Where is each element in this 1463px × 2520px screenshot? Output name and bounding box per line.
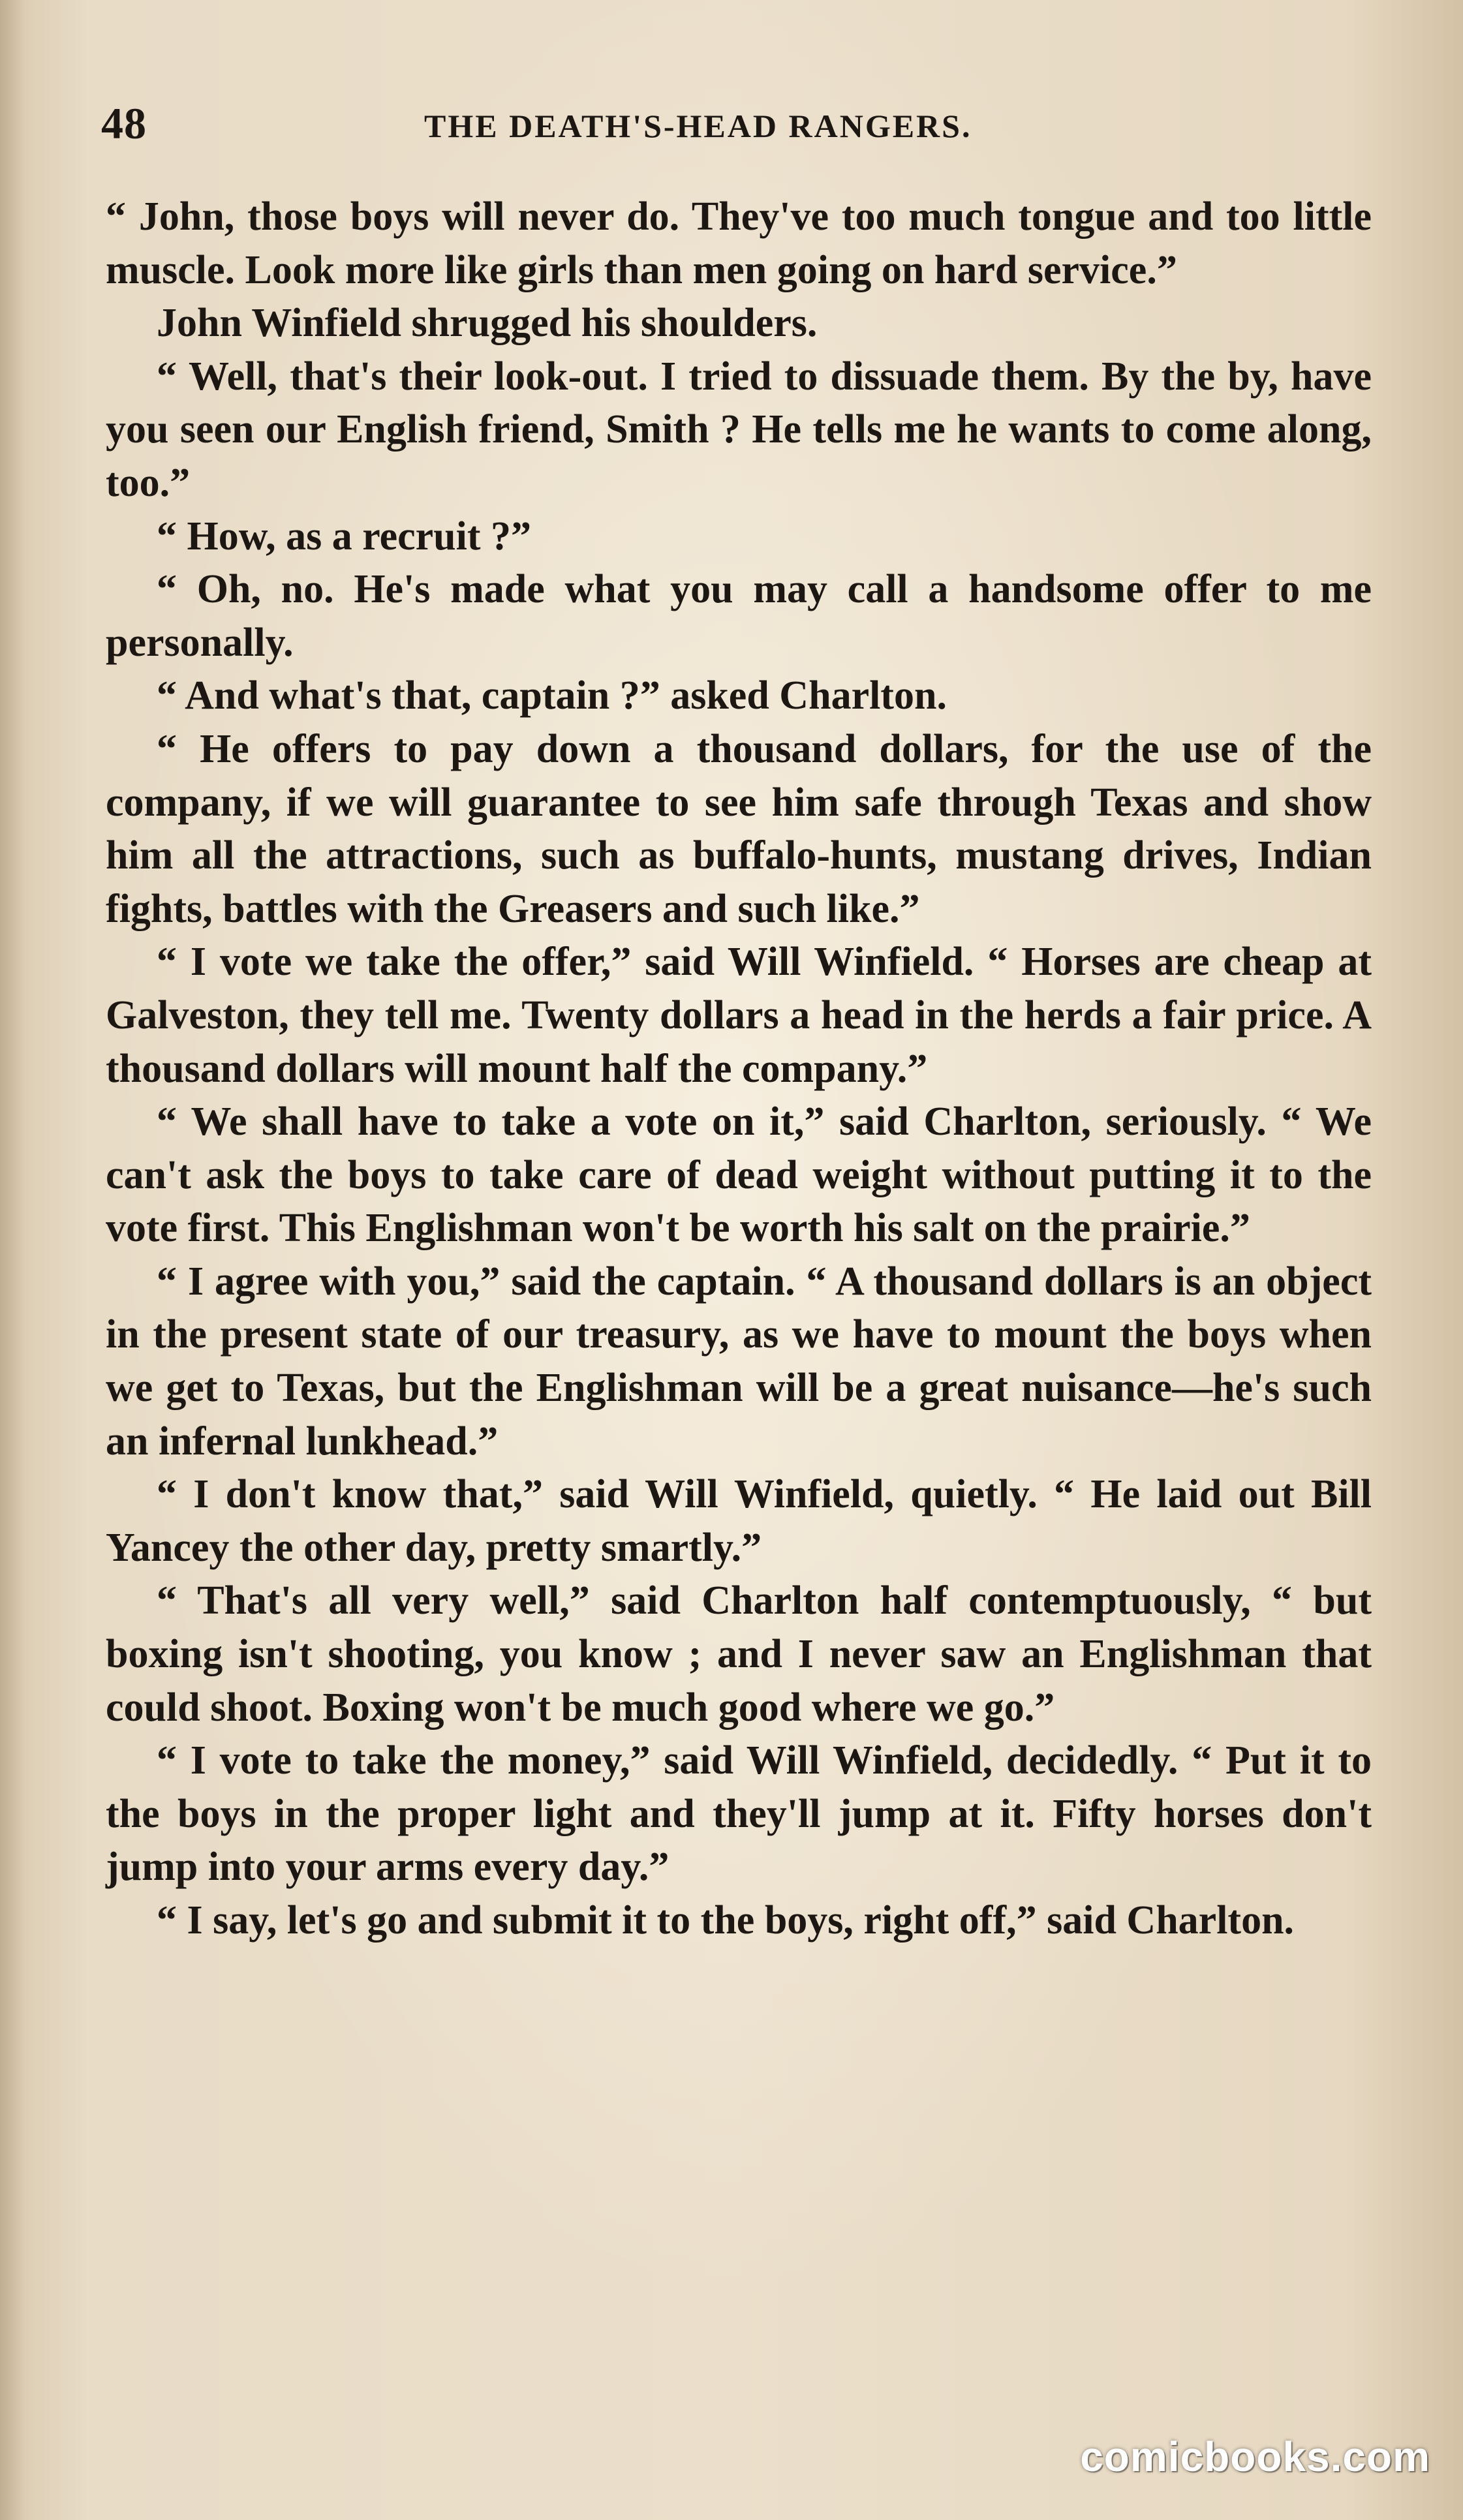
paragraph: “ I vote we take the offer,” said Will Winfield. “ Horses are cheap at Galveston, they tell me. Twenty dollars a head in the herds a fair price. A thousand dollars will mount half the company.”: [106, 940, 1372, 1091]
paragraph: “ We shall have to take a vote on it,” said Charlton, seriously. “ We can't ask the boys to take care of dead weight without putting it to the vote first. This Englishman won't be worth his salt on the prairie.”: [106, 1099, 1372, 1251]
paragraph: “ I don't know that,” said Will Winfield, quietly. “ He laid out Bill Yancey the other day, pretty smartly.”: [106, 1472, 1372, 1570]
paragraph: “ How, as a recruit ?”: [157, 514, 532, 559]
paragraph: “ John, those boys will never do. They've too much tongue and too little muscle. Look more like girls than men going on hard service.”: [106, 194, 1372, 292]
paragraph: “ I agree with you,” said the captain. “ A thousand dollars is an object in the present state of our treasury, as we have to mount the boys when we get to Texas, but the Englishman will be a great nuisance—he's such an infernal lunkhead.”: [106, 1259, 1372, 1464]
paragraph: “ That's all very well,” said Charlton half contemptuously, “ but boxing isn't shooting, you know ; and I never saw an Englishman that could shoot. Boxing won't be much good where we go.”: [106, 1578, 1372, 1730]
body-text: [106, 191, 1372, 1948]
paragraph: “ Oh, no. He's made what you may call a handsome offer to me personally.: [106, 567, 1372, 665]
paragraph: “ He offers to pay down a thousand dollars, for the use of the company, if we will guarantee to see him safe through Texas and show him all the attractions, such as buffalo-hunts, mustang drives, Indian fights, battles with the Greasers and such like.”: [106, 726, 1372, 931]
watermark: comicbooks.com: [1080, 2433, 1430, 2480]
paragraph: “ I say, let's go and submit it to the boys, right off,” said Charlton.: [157, 1898, 1295, 1943]
running-title: THE DEATH'S-HEAD RANGERS.: [424, 108, 972, 144]
paragraph: “ And what's that, captain ?” asked Charlton.: [157, 673, 947, 718]
page-header: [101, 98, 1374, 148]
paragraph: “ I vote to take the money,” said Will Winfield, decidedly. “ Put it to the boys in the proper light and they'll jump at it. Fifty horses don't jump into your arms every day.”: [106, 1738, 1372, 1890]
paragraph: John Winfield shrugged his shoulders.: [157, 301, 818, 346]
paragraph: “ Well, that's their look-out. I tried to dissuade them. By the by, have you seen our English friend, Smith ? He tells me he wants to come along, too.”: [106, 354, 1372, 505]
page-edge-shadow: [0, 0, 26, 2520]
page-number: 48: [101, 99, 147, 148]
